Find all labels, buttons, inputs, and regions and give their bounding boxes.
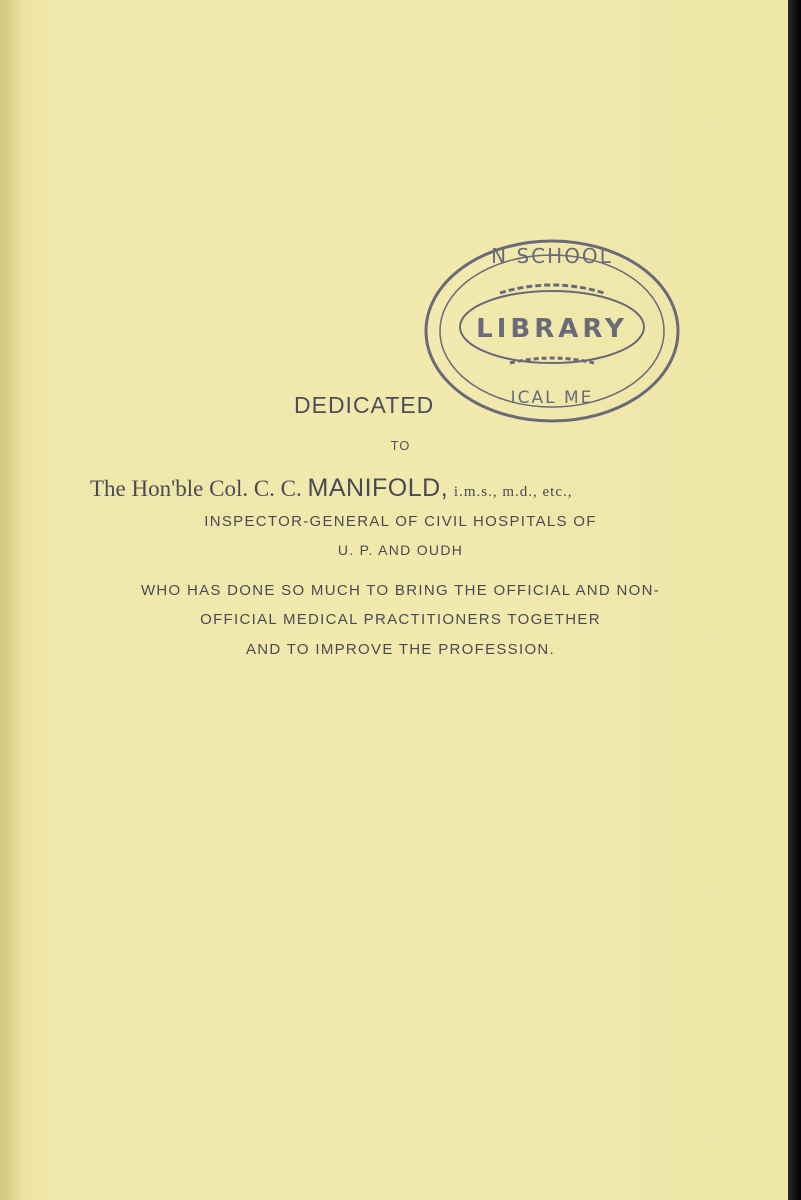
dedication-line-1: INSPECTOR-GENERAL OF CIVIL HOSPITALS OF	[204, 513, 597, 530]
dedicatee-name: MANIFOLD,	[307, 474, 449, 502]
dedication-line-2: U. P. AND OUDH	[337, 542, 464, 558]
dedication-line-4: OFFICIAL MEDICAL PRACTITIONERS TOGETHER	[200, 611, 601, 628]
dedication-line-5: AND TO IMPROVE THE PROFESSION.	[245, 641, 556, 658]
stamp-bottom-text: ICAL ME	[510, 388, 594, 408]
dedicatee-line	[90, 474, 572, 503]
dedicatee-honorific: The Hon'ble Col. C. C.	[90, 476, 302, 501]
stamp-center-text: LIBRARY	[476, 314, 628, 344]
dedicated-heading: DEDICATED	[294, 392, 435, 418]
page-edge-border	[788, 0, 801, 1200]
to-text: TO	[390, 438, 411, 453]
library-stamp-graphic	[420, 235, 685, 435]
dedication-line-3: WHO HAS DONE SO MUCH TO BRING THE OFFICIAL AND NON-	[140, 582, 661, 599]
page-gutter-shadow	[0, 0, 22, 1200]
library-stamp	[420, 235, 685, 435]
dedicatee-credentials: i.m.s., m.d., etc.,	[453, 484, 573, 500]
stamp-top-text: N SCHOOL	[491, 244, 613, 268]
